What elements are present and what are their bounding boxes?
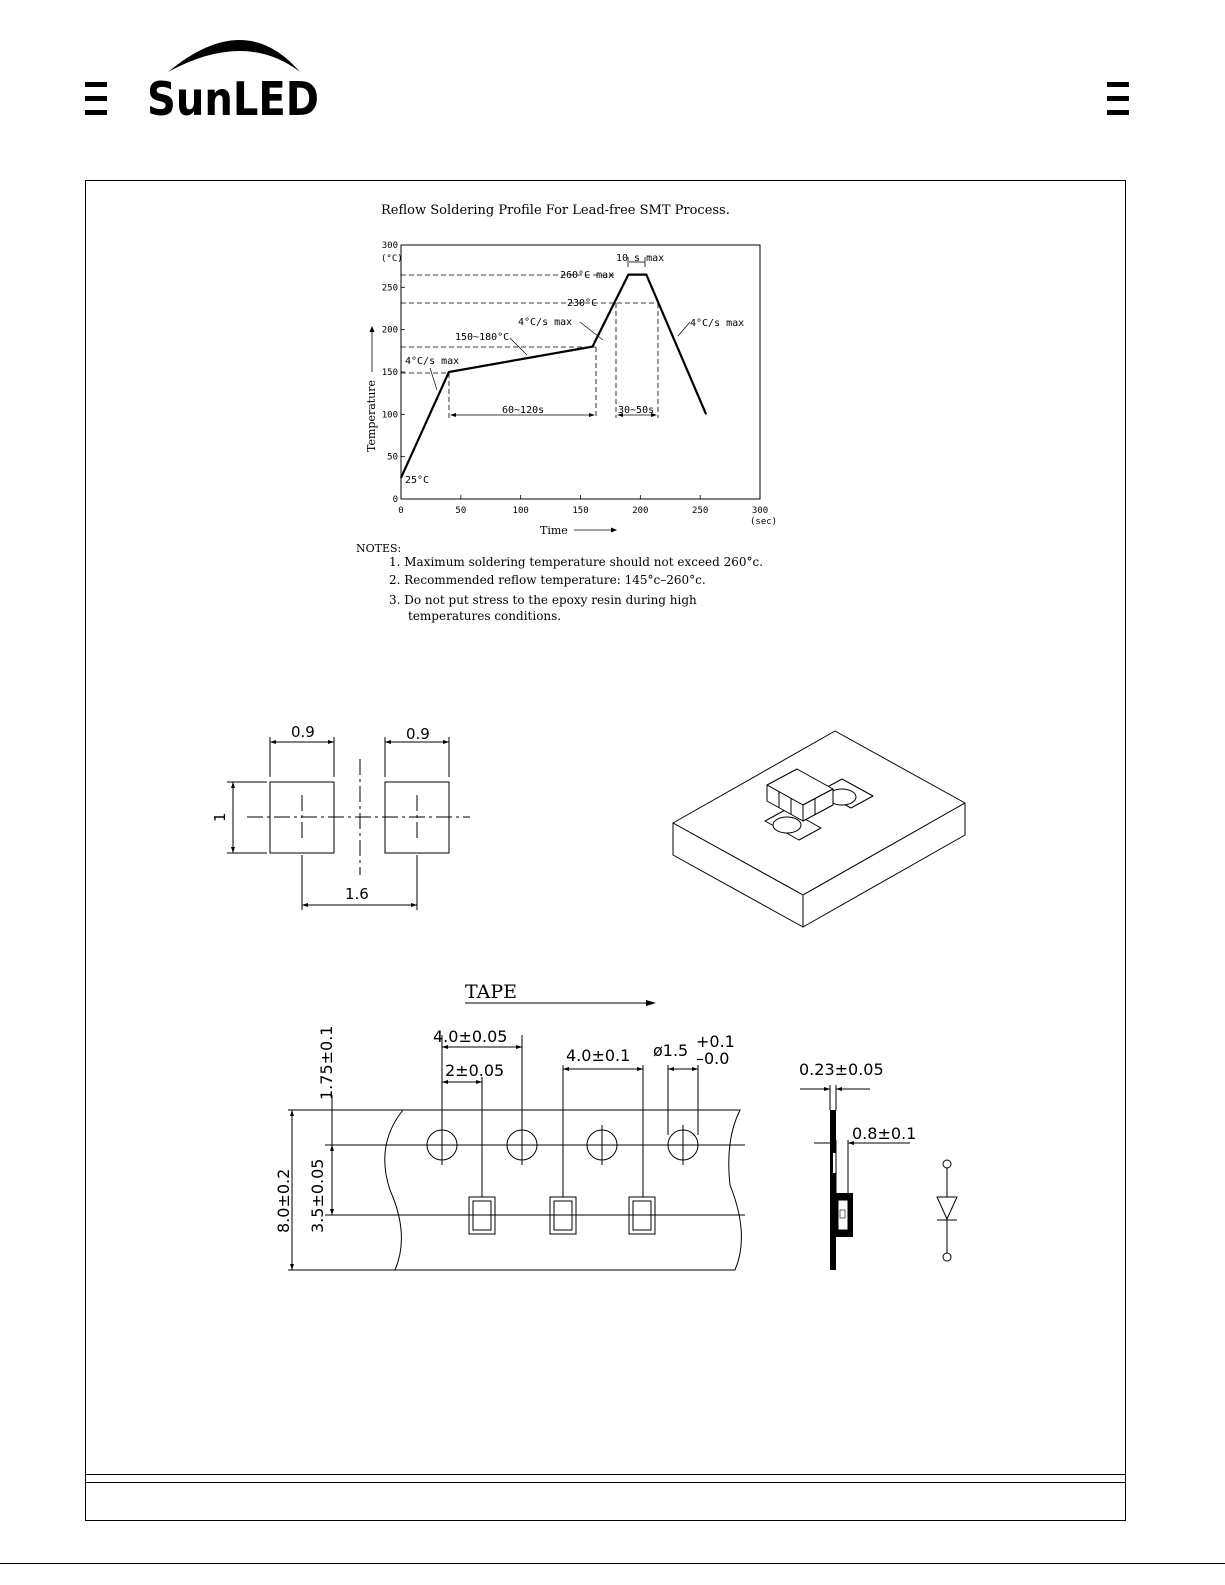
- note-3-cont: temperatures conditions.: [408, 609, 562, 623]
- page-header: [0, 0, 1225, 170]
- pad-width-left: 0.9: [291, 723, 315, 741]
- tape-side-view: [799, 1060, 916, 1270]
- dim-hole-pitch: 4.0±0.05: [433, 1027, 508, 1046]
- annot-ramp3: 4°C/s max: [690, 318, 745, 329]
- x-ticks: [398, 495, 768, 516]
- arrowhead: [450, 413, 456, 417]
- note-1: 1. Maximum soldering temperature should not exceed 260°c.: [389, 555, 764, 569]
- x-tick-label: 250: [692, 506, 709, 516]
- x-axis-label: Time: [540, 524, 568, 537]
- x-unit: (sec): [750, 517, 778, 527]
- dim-hole-to-pocket-center: 3.5±0.05: [308, 1158, 327, 1233]
- note-3: 3. Do not put stress to the epoxy resin during high: [389, 593, 697, 607]
- x-axis-arrowhead: [611, 528, 617, 533]
- dim-edge-to-hole: 1.75±0.1: [317, 1025, 336, 1100]
- annot-peak: 260°C max: [560, 270, 615, 281]
- annot-soak-time: 60~120s: [502, 405, 545, 416]
- right-bars-icon: [1107, 82, 1129, 115]
- annot-ramp2: 4°C/s max: [518, 317, 573, 328]
- y-tick-label: 200: [381, 325, 398, 336]
- annot-liquidus: 230°C: [567, 298, 598, 309]
- pad-pitch: 1.6: [345, 885, 369, 903]
- notes-title: NOTES:: [356, 542, 402, 555]
- y-tick-label: 50: [387, 452, 398, 463]
- dim-pocket-depth: 0.8±0.1: [852, 1124, 917, 1143]
- pad-layout-drawing: [195, 715, 495, 935]
- x-tick-label: 0: [398, 506, 404, 516]
- y-axis-arrowhead: [370, 326, 375, 332]
- diode-symbol-icon: [937, 1160, 957, 1261]
- annot-ramp1: 4°C/s max: [405, 356, 460, 367]
- dim-tape-width: 8.0±0.2: [274, 1168, 293, 1233]
- arrowhead: [589, 413, 595, 417]
- y-tick-label: 0: [392, 495, 398, 505]
- left-bars-icon: [85, 82, 107, 115]
- dim-hole-tol-minus: –0.0: [696, 1049, 730, 1068]
- y-unit: (°C): [381, 254, 403, 264]
- x-tick-label: 300: [751, 506, 769, 516]
- note-2: 2. Recommended reflow temperature: 145°c–260°c.: [389, 573, 706, 587]
- dim-hole-to-pocket: 2±0.05: [445, 1061, 505, 1080]
- logo-text: SunLED: [147, 72, 319, 126]
- pad-height: 1: [211, 812, 229, 822]
- y-tick-label: 300: [381, 241, 398, 251]
- x-tick-label: 200: [632, 506, 649, 516]
- annot-start: 25°C: [405, 475, 430, 486]
- tape-title: TAPE: [465, 981, 518, 1003]
- y-tick-label: 150: [381, 368, 398, 378]
- footer-rule-2: [85, 1482, 1126, 1483]
- chart-title: Reflow Soldering Profile For Lead-free SMT Process.: [381, 203, 730, 218]
- annot-peak-time: 10 s max: [616, 253, 665, 264]
- y-tick-label: 250: [381, 283, 398, 294]
- annot-liquidus-time: 30~50s: [618, 405, 655, 416]
- dim-hole-diameter: ø1.5: [653, 1041, 689, 1060]
- profile-line: [401, 275, 706, 478]
- y-axis-label: Temperature: [365, 379, 378, 452]
- x-tick-label: 150: [572, 506, 589, 516]
- footer-rule: [85, 1474, 1126, 1475]
- bottom-page-rule: [0, 1563, 1225, 1564]
- tape-drawing: [270, 975, 990, 1295]
- y-tick-label: 100: [381, 410, 398, 421]
- isometric-board-drawing: [665, 725, 995, 945]
- feed-direction-arrowhead: [646, 1000, 656, 1006]
- leader-ramp3: [678, 322, 690, 336]
- pad-width-right: 0.9: [406, 725, 430, 743]
- dim-tape-thickness: 0.23±0.05: [799, 1060, 884, 1079]
- annot-soak: 150~180°C: [455, 332, 510, 343]
- leader-soak: [510, 338, 527, 355]
- dim-pocket-pitch: 4.0±0.1: [566, 1046, 631, 1065]
- reflow-profile-chart: [0, 180, 1225, 840]
- x-tick-label: 50: [455, 506, 467, 516]
- dim-hole-tol-plus: +0.1: [696, 1032, 735, 1051]
- leader-ramp1: [430, 368, 437, 390]
- sunled-logo: [147, 40, 319, 126]
- x-tick-label: 100: [512, 506, 529, 516]
